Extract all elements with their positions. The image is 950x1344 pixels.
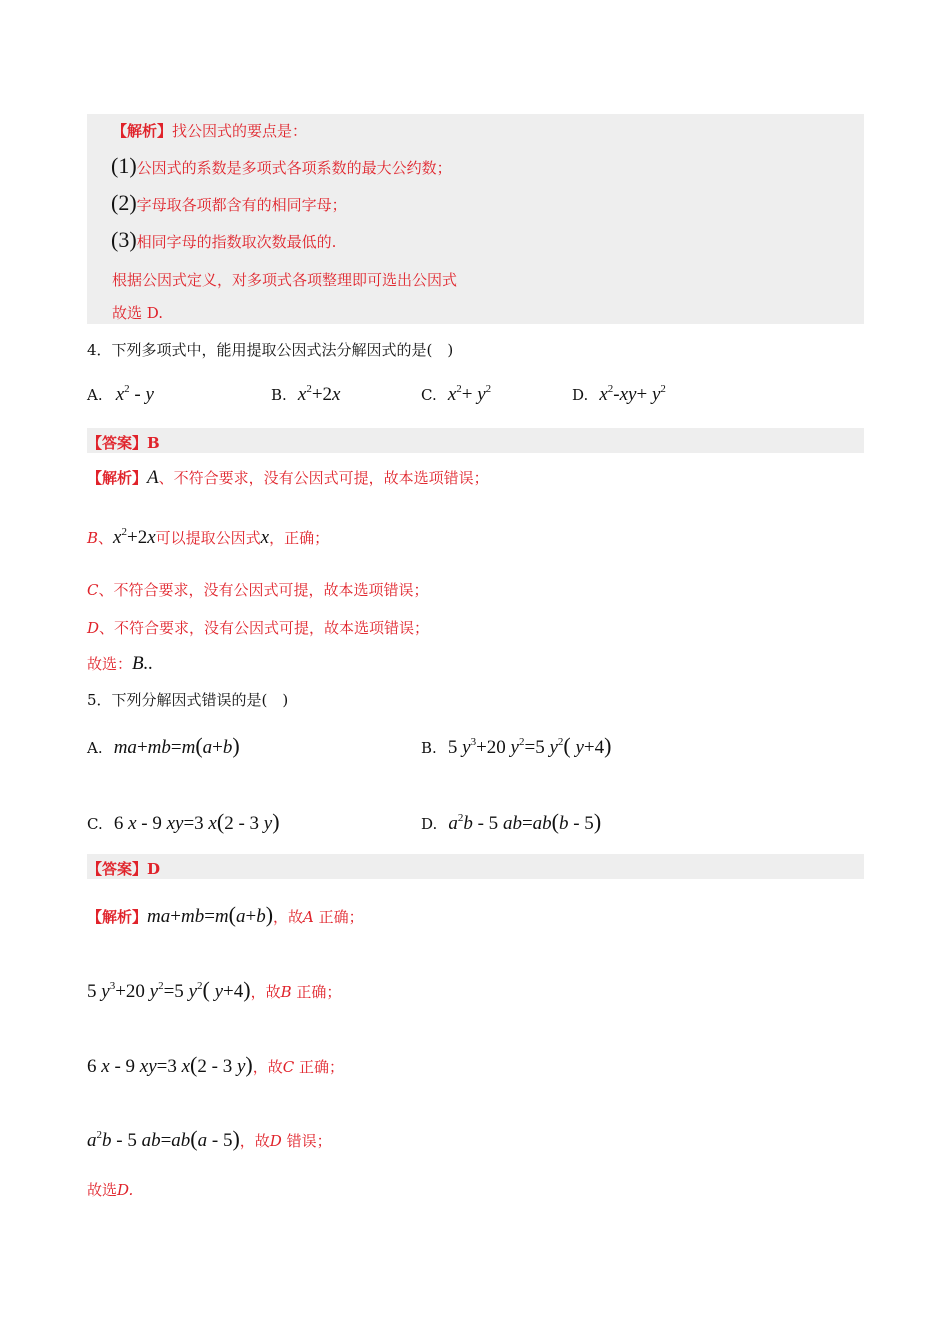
analysis-pre: ，故 xyxy=(252,1058,283,1076)
option-label: B. xyxy=(271,386,287,404)
q4-option-c xyxy=(421,384,491,406)
option-expr: ma+mb=m(a+b) xyxy=(113,733,240,758)
analysis-text: 正确； xyxy=(318,908,364,926)
analysis-point-1 xyxy=(111,153,452,179)
q5-option-d xyxy=(421,809,601,835)
option-expr: 6 x - 9 xy=3 x(2 - 3 y) xyxy=(113,809,280,834)
analysis-text: 正确； xyxy=(296,983,342,1001)
option-letter: A xyxy=(147,467,159,488)
analysis-tag: 【解析】 xyxy=(87,469,148,487)
answer-value: B xyxy=(147,434,160,452)
option-letter: C xyxy=(87,581,99,599)
analysis-pre: ，故 xyxy=(239,1132,270,1150)
analysis-choice: 故选 D. xyxy=(112,304,164,322)
analysis-box-q3 xyxy=(87,114,864,324)
option-expr: $x^2$ - y xyxy=(115,383,154,405)
q5-option-a xyxy=(87,733,240,759)
choice-prefix: 故选 xyxy=(87,1181,118,1199)
point-number: (1) xyxy=(111,153,137,178)
option-expr: $a^2b - 5$ ab=ab(b - 5) xyxy=(448,809,602,834)
analysis-var: x xyxy=(260,527,270,548)
q4-answer-box xyxy=(87,428,864,453)
q4-option-b xyxy=(271,384,340,406)
q4-analysis-line-b: B、$x^2+2x$可以提取公因式x，正确； xyxy=(87,526,330,548)
option-letter: D xyxy=(87,619,100,637)
point-number: (2) xyxy=(111,190,137,215)
analysis-expr: 5 $y^3+20$ $y^2=5$ $y^2$( y+4) xyxy=(87,977,251,1002)
q4-analysis-line-a xyxy=(87,467,489,489)
option-label: D. xyxy=(421,815,438,833)
answer-value: D xyxy=(147,860,161,878)
choice-value: B.. xyxy=(132,653,154,674)
option-label: B. xyxy=(421,739,437,757)
q4-answer xyxy=(87,432,160,453)
point-text: 字母取各项都含有的相同字母； xyxy=(136,196,347,214)
choice-prefix: 故选： xyxy=(87,655,133,673)
option-expr: $x^2+ y^2$ xyxy=(447,383,492,405)
q5-option-c xyxy=(87,809,280,835)
q5-answer xyxy=(87,858,160,879)
analysis-expr: 6 x - 9 xy=3 x(2 - 3 y) xyxy=(87,1052,253,1077)
q5-answer-box xyxy=(87,854,864,879)
analysis-text: 、不符合要求，没有公因式可提，故本选项错误； xyxy=(158,469,489,487)
q4-analysis-line-d xyxy=(87,617,429,638)
analysis-expr: $x^2+2x$ xyxy=(113,526,156,548)
q4-stem: 4．下列多项式中，能用提取公因式法分解因式的是( ) xyxy=(87,341,454,359)
analysis-line-intro xyxy=(112,120,307,141)
analysis-text: 、不符合要求，没有公因式可提，故本选项错误； xyxy=(98,581,429,599)
option-label: C. xyxy=(87,815,103,833)
analysis-tag: 【解析】 xyxy=(87,908,148,926)
option-label: C. xyxy=(421,386,437,404)
analysis-point-2 xyxy=(111,190,347,216)
analysis-var: A xyxy=(303,908,314,926)
q5-analysis-line-a xyxy=(87,902,364,928)
option-label: A. xyxy=(87,386,103,404)
analysis-text: 、不符合要求，没有公因式可提，故本选项错误； xyxy=(99,619,430,637)
q5-analysis-line-b xyxy=(87,977,341,1003)
analysis-text: 错误； xyxy=(286,1132,332,1150)
answer-tag: 【答案】 xyxy=(87,434,148,452)
q4-choice xyxy=(87,653,153,675)
analysis-point-3 xyxy=(111,227,336,253)
q5-analysis-line-c xyxy=(87,1052,344,1078)
point-text: 相同字母的指数取次数最低的. xyxy=(136,233,337,251)
analysis-expr: $a^2b - 5$ ab=ab(a - 5) xyxy=(87,1126,240,1151)
choice-value: D. xyxy=(117,1181,134,1199)
analysis-text: 正确； xyxy=(299,1058,345,1076)
option-expr: $x^2+2x$ xyxy=(297,383,341,405)
option-expr: $x^2-xy+ y^2$ xyxy=(599,383,666,405)
analysis-mid: 可以提取公因式 xyxy=(155,529,261,547)
point-text: 公因式的系数是多项式各项系数的最大公约数； xyxy=(136,159,452,177)
q5-choice xyxy=(87,1179,133,1200)
analysis-pre: ，故 xyxy=(250,983,281,1001)
analysis-var: C xyxy=(282,1058,295,1076)
analysis-tag: 【解析】 xyxy=(112,122,173,140)
analysis-summary: 根据公因式定义，对多项式各项整理即可选出公因式 xyxy=(112,271,458,289)
option-expr: 5 $y^3+20$ $y^2=5$ $y^2$( y+4) xyxy=(447,733,612,758)
analysis-var: B xyxy=(280,983,292,1001)
q5-stem: 5．下列分解因式错误的是( ) xyxy=(87,691,289,709)
analysis-pre: ，故 xyxy=(273,908,304,926)
q5-analysis-line-d xyxy=(87,1126,332,1152)
q4-option-a xyxy=(87,384,154,406)
analysis-expr: ma+mb=m(a+b) xyxy=(147,902,274,927)
q4-analysis-line-c xyxy=(87,579,429,600)
option-label: D. xyxy=(572,386,589,404)
point-number: (3) xyxy=(111,227,137,252)
option-label: A. xyxy=(87,739,103,757)
q5-option-b xyxy=(421,733,611,759)
option-letter: B xyxy=(87,529,99,547)
analysis-text: ，正确； xyxy=(269,529,330,547)
analysis-var: D xyxy=(269,1132,282,1150)
q4-option-d xyxy=(572,384,666,406)
analysis-intro-text: 找公因式的要点是： xyxy=(172,122,308,140)
answer-tag: 【答案】 xyxy=(87,860,148,878)
